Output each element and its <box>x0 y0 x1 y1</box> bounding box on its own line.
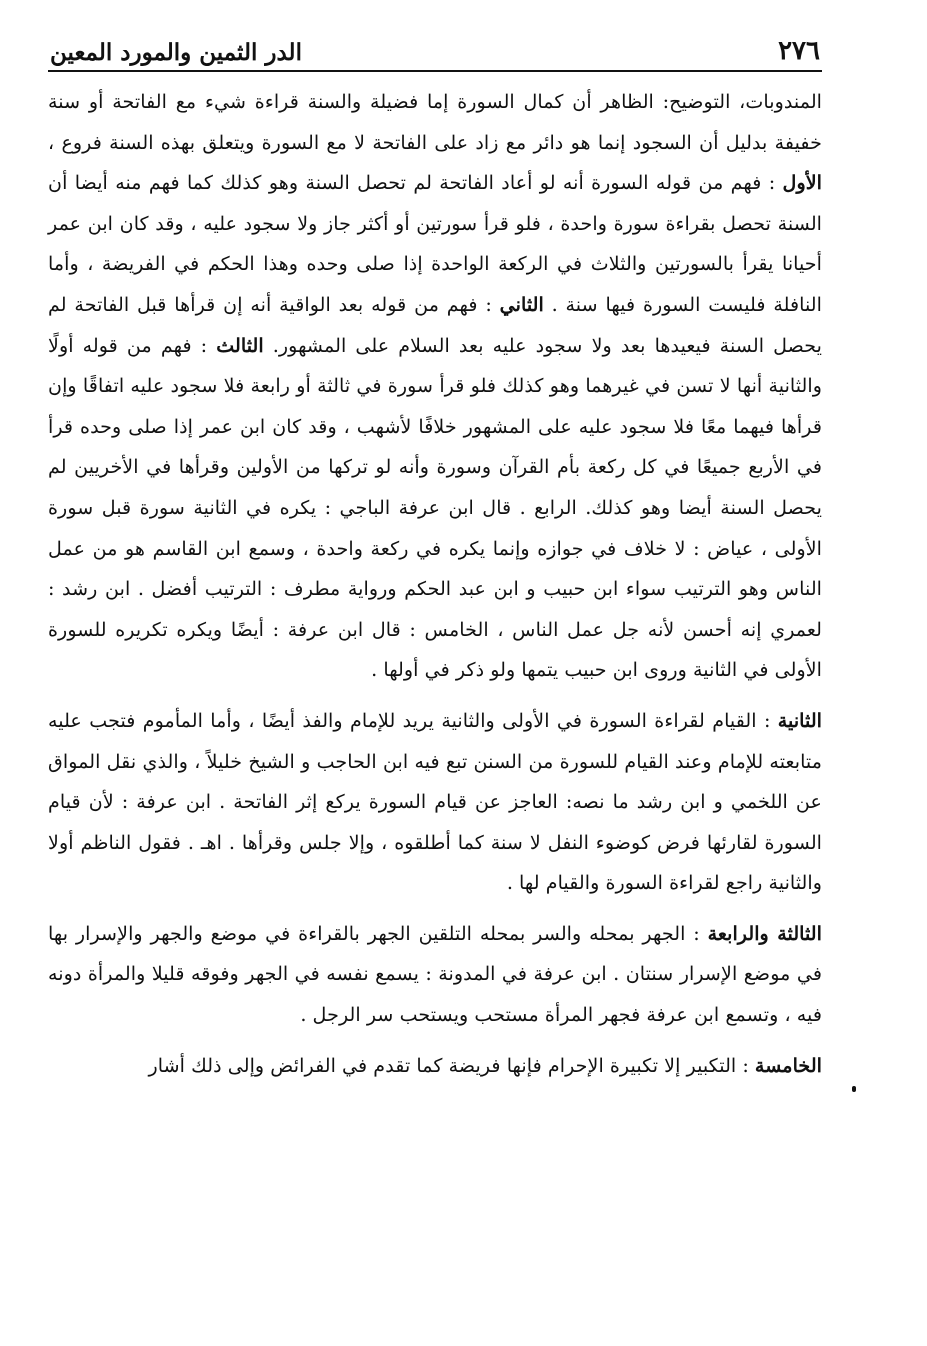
keyword-thaniya: الثانية <box>777 708 822 732</box>
page-number: ٢٧٦ <box>778 36 820 66</box>
text-segment: : التكبير إلا تكبيرة الإحرام فإنها فريضة كما تقدم في الفرائض وإلى ذلك أشار <box>148 1053 755 1077</box>
text-segment: : فهم من قوله بعد الواقية أنه إن قرأها قبل الفاتحة لم يحصل السنة فيعيدها بعد ولا سجود عليه بعد السلام على المشهور. <box>48 292 823 357</box>
text-segment: المندوبات، التوضيح: الظاهر أن كمال السورة إما فضيلة والسنة قراءة شيء مع الفاتحة أو سنة خفيفة بدليل أن السجود إنما هو دائر مع زاد على الفاتحة لا مع السورة ويتعلق بهذه السنة فروع ، <box>48 90 822 154</box>
text-segment: : القيام لقراءة السورة في الأولى والثانية يريد للإمام والفذ أيضًا ، وأما المأموم فتجب عليه متابعته للإمام وعند القيام للسورة من السنن تبع فيه ابن الحاجب و الشيخ خليلاً ، والذي نقل المواق عن اللخمي و ابن رشد ما نصه: العاجز عن قيام السورة يركع إثر الفاتحة . ابن عرفة : لأن قيام السورة لقارئها فرض كوضوء النفل لا سنة كما أطلقوه ، وإلا جلس وقرأها . اهـ . فقول الناظم أولا والثانية راجع لقراءة السورة والقيام لها . <box>48 708 822 895</box>
book-page <box>48 28 822 1086</box>
text-segment: : الجهر بمحله والسر بمحله التلقين الجهر بالقراءة في موضع والجهر والإسرار بها في موضع الإسرار سنتان . ابن عرفة في المدونة : يسمع نفسه في الجهر وفوقه قليلا والمرأة دونه فيه ، وتسمع ابن عرفة فجهر المرأة مستحب ويستحب سر الرجل . <box>48 921 822 1027</box>
body-text <box>48 82 822 1086</box>
keyword-khamisa: الخامسة <box>754 1053 822 1077</box>
paragraph-2 <box>48 701 822 904</box>
page-header <box>48 28 822 72</box>
keyword-third: الثالث <box>216 333 264 357</box>
paragraph-1 <box>48 82 822 691</box>
text-segment: : فهم من قوله أولًا والثانية أنها لا تسن في غيرهما وهو كذلك فلو قرأ سورة في ثالثة أو رابعة فلا سجود عليه اتفاقًا وإن قرأها فيهما معًا فلا سجود عليه على المشهور خلافًا لأشهب ، وقد كان ابن عمر إذا صلى وحده قرأ في الأربع جميعًا في كل ركعة بأم القرآن وسورة وأنه لو تركها من الأولين وقرأها في الأخريين لم يحصل السنة أيضا وهو كذلك. الرابع . قال ابن عرفة الباجي : يكره في الثانية سورة قبل سورة الأولى ، عياض : لا خلاف في جوازه وإنما يكره في ركعة واحدة ، وسمع ابن القاسم هو من عمل الناس وهو الترتيب سواء ابن حبيب و ابن عبد الحكم ورواية مطرف : الترتيب أفضل . ابن رشد : لعمري إنه أحسن لأنه جل عمل الناس ، الخامس : قال ابن عرفة : أيضًا ويكره تكريره للسورة الأولى في الثانية وروى ابن حبيب يتمها ولو ذكر في أولها . <box>48 333 822 682</box>
text-segment: : فهم من قوله السورة أنه لو أعاد الفاتحة لم تحصل السنة وهو كذلك كما فهم منه أيضا أن السنة تحصل بقراءة سورة واحدة ، فلو قرأ سورتين أو أكثر جاز ولا سجود عليه ، وقد كان ابن عمر أحيانا يقرأ بالسورتين والثلاث في الركعة الواحدة إذا صلى وحده وهذا الحكم في الفريضة ، وأما النافلة فليست السورة فيها سنة . <box>48 171 822 316</box>
ink-speck <box>852 1086 856 1092</box>
paragraph-3 <box>48 914 822 1036</box>
keyword-first: الأول <box>782 171 822 195</box>
keyword-thalitha-rabia: الثالثة والرابعة <box>707 921 822 945</box>
running-title: الدر الثمين والمورد المعين <box>50 39 302 66</box>
keyword-second: الثاني <box>499 292 544 316</box>
paragraph-4 <box>48 1046 822 1087</box>
